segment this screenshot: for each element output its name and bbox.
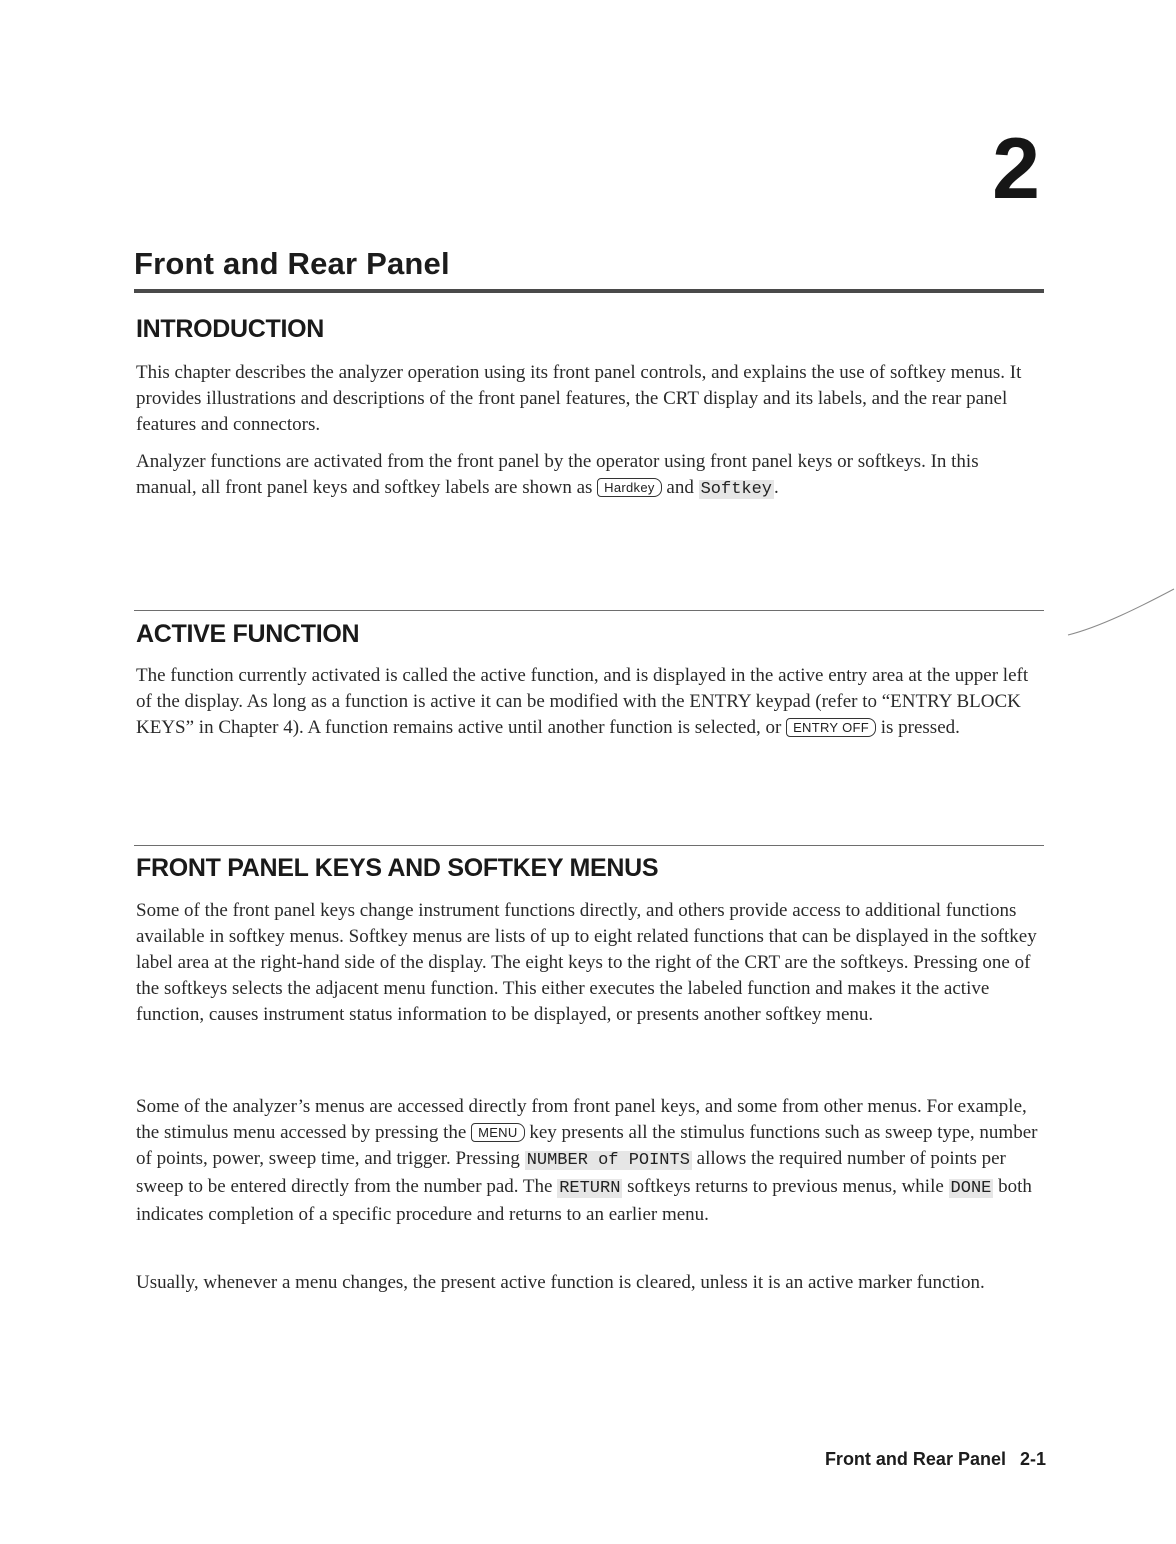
footer-label: Front and Rear Panel (824, 1449, 1006, 1469)
hardkey-label: Hardkey (597, 478, 662, 497)
front-panel-keys-paragraph-2 (136, 1094, 1044, 1228)
section-rule (134, 610, 1044, 611)
text-run: The function currently activated is called the active function, and is displayed in the active entry area at the upper left of the display. As long as a function is active it can be modified with the ENTRY keypad (refer to “ENTRY BLOCK KEYS” in Chapter 4). A function remains active until another function is selected, or (136, 665, 1029, 738)
text-run: is pressed. (880, 717, 960, 738)
return-softkey: RETURN (559, 1179, 621, 1198)
text-run: Some of the analyzer’s menus are accessed directly from front panel keys, and some from other menus. For example, the stimulus menu accessed by pressing the (136, 1096, 1027, 1143)
front-panel-keys-paragraph-1: Some of the front panel keys change instrument functions directly, and others provide access to additional functions available in softkey menus. Softkey menus are lists of up to eight related functions that can be displayed in the softkey label area at the right-hand side of the display. The eight keys to the right of the CRT are the softkeys. Pressing one of the softkeys selects the adjacent menu function. This either executes the labeled function and makes it the active function, causes instrument status information to be displayed, or presents another softkey menu. (136, 900, 1037, 1025)
done-softkey: DONE (950, 1179, 992, 1198)
softkey-label: Softkey (700, 480, 773, 499)
page-footer (825, 1449, 1046, 1470)
introduction-paragraph-2 (136, 449, 1044, 503)
text-run: allows the required number of points per sweep to be entered directly from the number pad. The (136, 1148, 1006, 1197)
menu-key: MENU (471, 1123, 524, 1142)
text-run: and (666, 477, 694, 498)
introduction-paragraph-1: This chapter describes the analyzer operation using its front panel controls, and explains the use of softkey menus. It provides illustrations and descriptions of the front panel features, the CRT display and its labels, and the rear panel features and connectors. (136, 362, 1022, 435)
text-run: key presents all the stimulus functions such as sweep type, number of points, power, sweep time, and trigger. Pressing (136, 1122, 1038, 1169)
text-run: both indicates completion of a specific procedure and returns to an earlier menu. (136, 1176, 1032, 1225)
front-panel-keys-paragraph-3: Usually, whenever a menu changes, the present active function is cleared, unless it is an active marker function. (136, 1272, 985, 1293)
entry-off-key: ENTRY OFF (786, 718, 876, 737)
title-rule (134, 289, 1044, 293)
section-rule (134, 845, 1044, 846)
introduction-heading: INTRODUCTION (136, 315, 325, 343)
text-run: Analyzer functions are activated from the front panel by the operator using front panel keys or softkeys. In this manual, all front panel keys and softkey labels are shown as (136, 451, 979, 498)
number-of-points-softkey: NUMBER of POINTS (526, 1151, 690, 1170)
scan-mark (1060, 585, 1176, 645)
text-run: softkeys returns to previous menus, while (627, 1176, 944, 1197)
page-number: 2-1 (1019, 1449, 1046, 1469)
active-function-heading: ACTIVE FUNCTION (136, 620, 360, 648)
active-function-paragraph (136, 663, 1044, 741)
text-run: . (774, 477, 779, 498)
chapter-number: 2 (992, 121, 1040, 217)
front-panel-keys-heading: FRONT PANEL KEYS AND SOFTKEY MENUS (136, 854, 659, 882)
chapter-title: Front and Rear Panel (134, 246, 450, 281)
